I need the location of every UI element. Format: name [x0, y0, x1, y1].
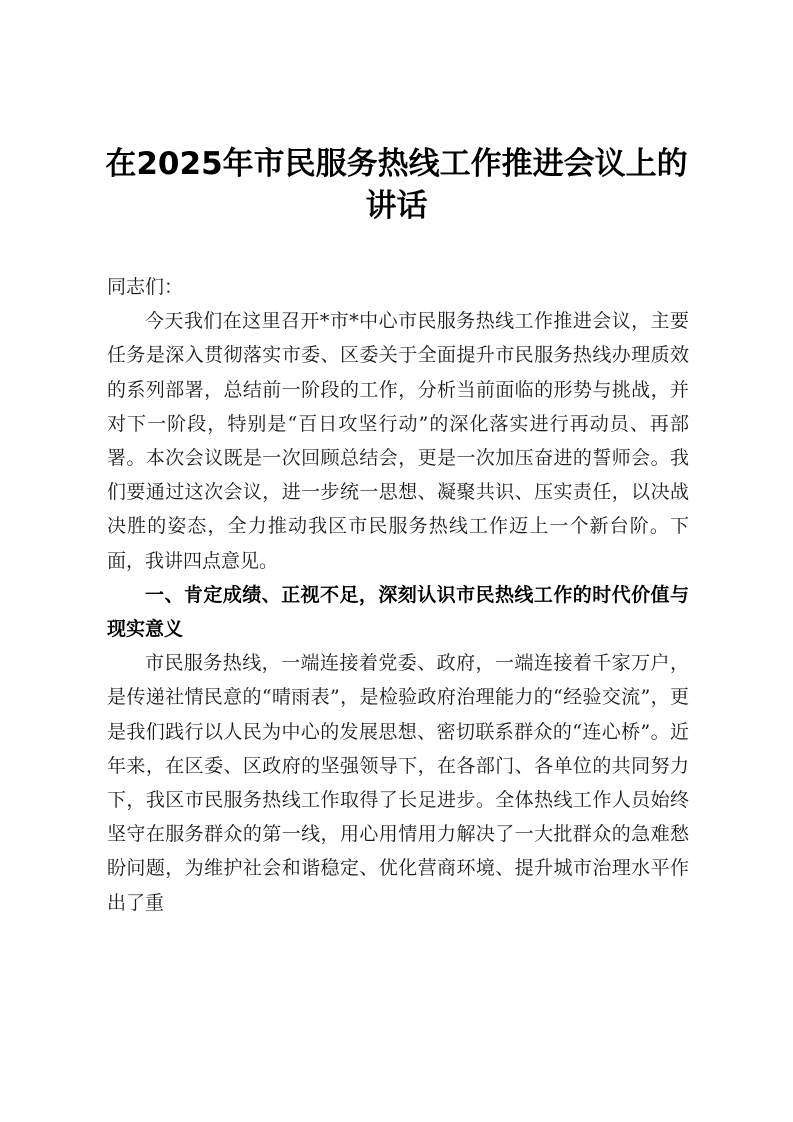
- paragraph-section-1: 市民服务热线，一端连接着党委、政府，一端连接着千家万户，是传递社情民意的“晴雨表”，是检验政府治理能力的“经验交流”，更是我们践行以人民为中心的发展思想、密切联系群众的“连心桥”。近年来，在区委、区政府的坚强领导下，在各部门、各单位的共同努力下，我区市民服务热线工作取得了长足进步。全体热线工作人员始终坚守在服务群众的第一线，用心用情用力解决了一大批群众的急难愁盼问题，为维护社会和谐稳定、优化营商环境、提升城市治理水平作出了重: [107, 652, 689, 914]
- paragraph-opening: 今天我们在这里召开*市*中心市民服务热线工作推进会议，主要任务是深入贯彻落实市委、区委关于全面提升市民服务热线办理质效的系列部署，总结前一阶段的工作，分析当前面临的形势与挑战，并对下一阶段，特别是“百日攻坚行动”的深化落实进行再动员、再部署。本次会议既是一次回顾总结会，更是一次加压奋进的誓师会。我们要通过这次会议，进一步统一思想、凝聚共识、压实责任，以决战决胜的姿态，全力推动我区市民服务热线工作迈上一个新台阶。下面，我讲四点意见。: [107, 310, 689, 572]
- section-heading-1: 一、肯定成绩、正视不足，深刻认识市民热线工作的时代价值与现实意义: [107, 583, 689, 641]
- document-body: [107, 270, 689, 920]
- document-title: 在2025年市民服务热线工作推进会议上的讲话: [105, 146, 688, 224]
- salutation: 同志们：: [107, 276, 184, 298]
